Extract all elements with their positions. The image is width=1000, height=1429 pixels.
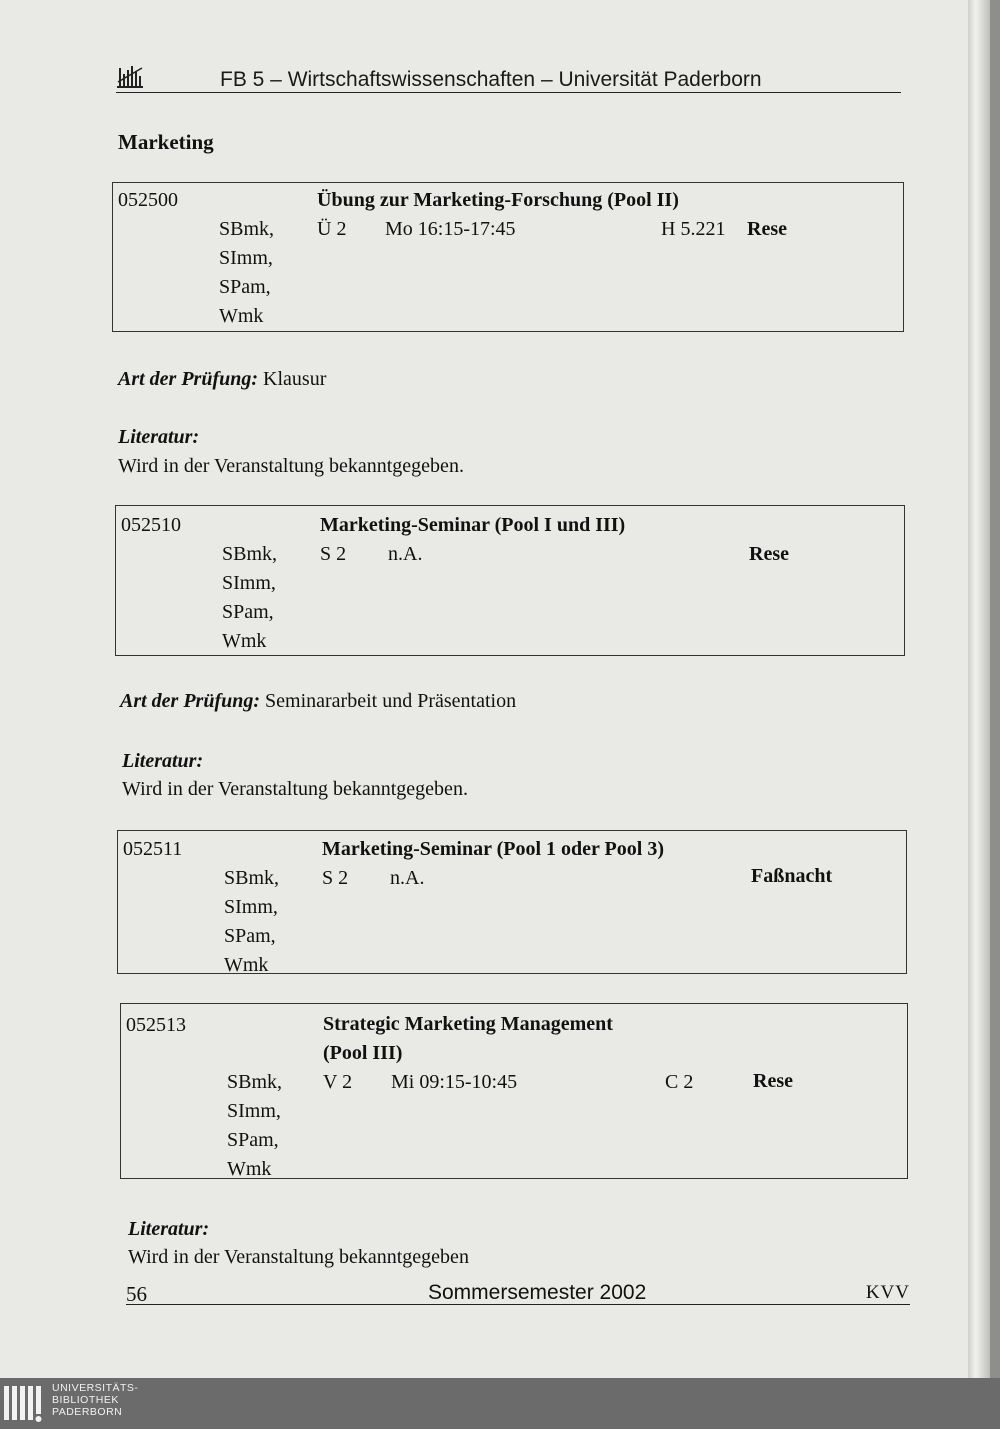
course-title: Übung zur Marketing-Forschung (Pool II) [317,189,679,211]
lecturer: SBmk, [224,867,280,889]
lecturer-list [227,1068,282,1184]
course-box-052510 [115,505,905,656]
course-time: n.A. [390,867,425,889]
page-footer [126,1280,910,1305]
lecturer: SPam, [219,276,271,298]
library-line: BIBLIOTHEK [52,1394,119,1406]
university-logo-icon [116,62,144,90]
page-header [116,60,901,93]
catalog-label: KVV [865,1282,910,1303]
literature-label: Literatur: [122,750,204,772]
exam-value: Klausur [263,368,327,390]
lecturer: SPam, [222,601,274,623]
lecturer: SBmk, [222,543,278,565]
course-time: Mo 16:15-17:45 [385,218,516,240]
course-title: Marketing-Seminar (Pool 1 oder Pool 3) [322,838,664,860]
course-title: Strategic Marketing Management [323,1013,613,1035]
course-instructor: Rese [747,218,787,240]
course-title-line2: (Pool III) [323,1042,403,1064]
exam-value: Seminararbeit und Präsentation [265,690,517,712]
library-banner [0,1378,1000,1429]
course-box-052500 [112,182,904,332]
lecturer: SPam, [227,1129,279,1151]
course-number: 052510 [121,514,181,536]
literature-label: Literatur: [128,1218,210,1240]
lecturer: Wmk [222,630,267,652]
lecturer: SBmk, [219,218,275,240]
lecturer: SImm, [224,896,278,918]
exam-type-row [120,690,516,713]
lecturer: SImm, [222,572,276,594]
course-box-052511 [117,830,907,974]
exam-type-row [118,368,326,391]
course-instructor: Faßnacht [751,865,833,887]
lecturer-list [224,864,279,980]
literature-text: Wird in der Veranstaltung bekanntgegeben. [118,455,464,477]
semester-label: Sommersemester 2002 [428,1281,647,1304]
literature-text: Wird in der Veranstaltung bekanntgegeben. [122,778,468,800]
lecturer: Wmk [227,1158,272,1180]
course-time: n.A. [388,543,423,565]
course-type: V 2 [323,1071,353,1093]
course-type: Ü 2 [317,218,347,240]
library-line: PADERBORN [52,1406,123,1418]
literature-label: Literatur: [118,426,200,448]
lecturer: SPam, [224,925,276,947]
lecturer: SImm, [219,247,273,269]
exam-label: Art der Prüfung: [120,690,261,712]
lecturer: SBmk, [227,1071,283,1093]
course-time: Mi 09:15-10:45 [391,1071,518,1093]
section-title: Marketing [118,130,214,154]
lecturer: Wmk [219,305,264,327]
course-box-052513 [120,1003,908,1179]
lecturer: Wmk [224,954,269,976]
lecturer-list [222,540,277,656]
course-number: 052500 [118,189,178,211]
course-title: Marketing-Seminar (Pool I und III) [320,514,626,536]
course-number: 052511 [123,838,183,860]
course-type: S 2 [322,867,349,889]
library-logo-icon [4,1384,46,1424]
library-line: UNIVERSITÄTS- [52,1382,139,1394]
header-title: FB 5 – Wirtschaftswissenschaften – Universität Paderborn [220,68,762,91]
course-instructor: Rese [753,1070,793,1092]
page-number: 56 [126,1282,147,1306]
lecturer: SImm, [227,1100,281,1122]
course-room: H 5.221 [661,218,726,240]
course-room: C 2 [665,1071,694,1093]
course-number: 052513 [126,1014,186,1036]
course-type: S 2 [320,543,347,565]
page-edge [968,0,990,1378]
lecturer-list [219,215,274,331]
exam-label: Art der Prüfung: [118,368,259,390]
book-edge [990,0,1000,1378]
course-instructor: Rese [749,543,789,565]
library-name [52,1382,138,1418]
literature-text: Wird in der Veranstaltung bekanntgegeben [128,1246,469,1268]
